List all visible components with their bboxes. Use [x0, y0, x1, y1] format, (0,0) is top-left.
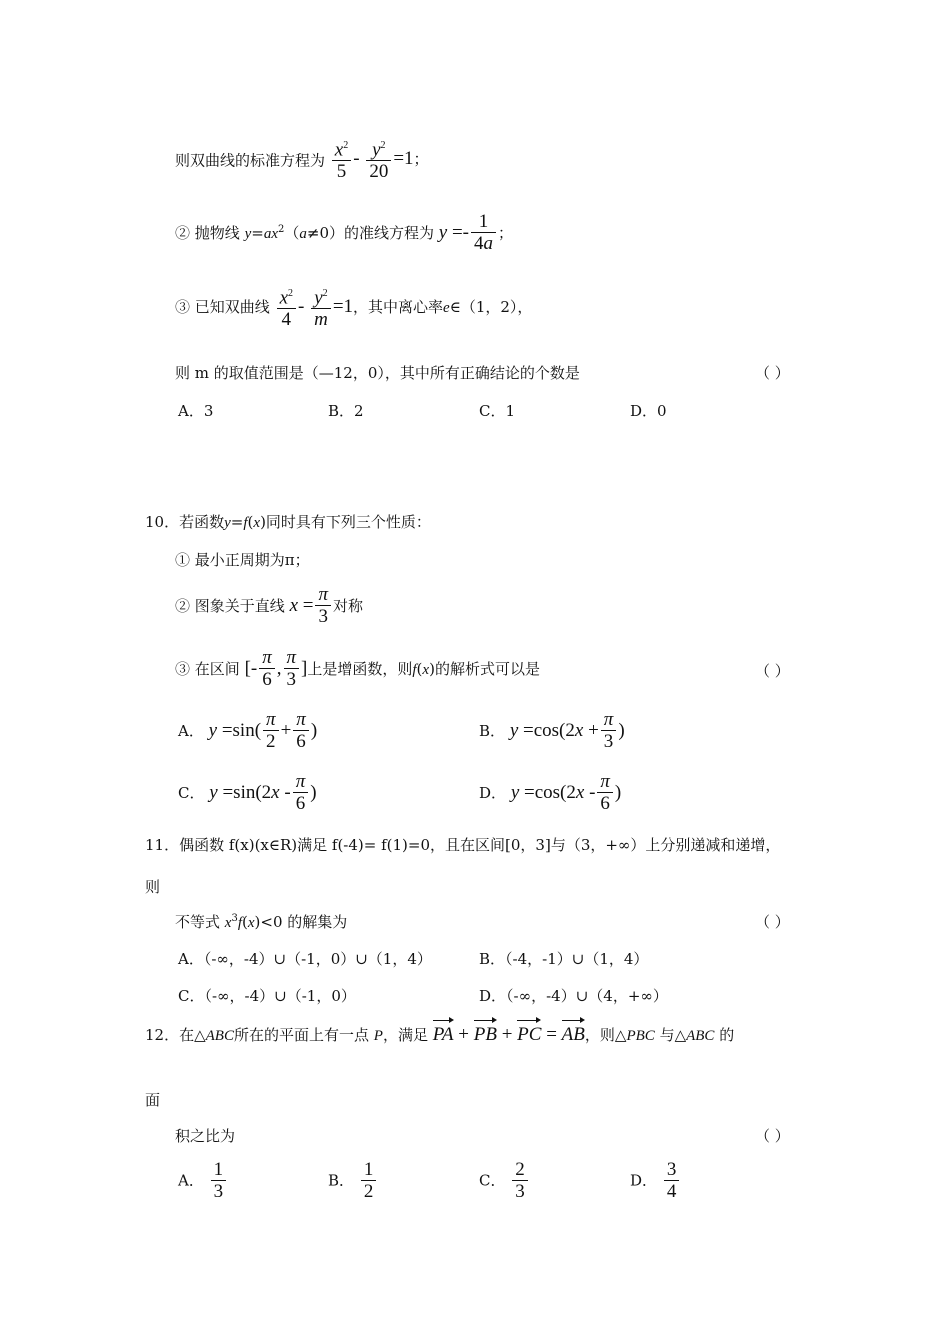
- option-11-b: B．（-4，-1）∪（1，4）: [479, 950, 649, 968]
- item-parabola: ② 抛物线 $y=ax^2(a\ne 0)$的准线方程为 y =- $\frac{1}{4a}$ ；: [175, 211, 514, 254]
- option-9-c: C．1: [479, 402, 516, 420]
- option-11-a: A．（-∞，-4）∪（-1，0）∪（1，4）: [178, 950, 432, 968]
- item-hyperbola-m: ③ 已知双曲线 $\frac{x^2}{4}$ - $\frac{y^2}{m}$ =1，其中离心率e∈（1，2），: [175, 287, 533, 331]
- q11-inequality-line: 不等式 $x^3f(x)<0$ 的解集为: [175, 913, 348, 931]
- option-12-d: D． $\frac{3}{4}$: [630, 1160, 681, 1203]
- q10-property-1: ① 最小正周期为π；: [175, 551, 310, 569]
- line-hyperbola-equation: 则双曲线的标准方程为 $\frac{x^2}{5}$ - $\frac{y^2}{20}$ =1；: [175, 139, 429, 183]
- answer-paren-10: （ ）: [755, 662, 790, 680]
- option-9-a: A．3: [178, 402, 214, 420]
- option-11-d: D．（-∞，-4）∪（4，+∞）: [479, 987, 668, 1005]
- option-10-d: D． y =cos(2x - $\frac{\pi}{6}$ ): [479, 771, 622, 814]
- q12-stem: 12．在△ABC所在的平面上有一点 P，满足 PA + PB + PC = AB，则△PBC 与△ABC 的: [145, 1024, 735, 1045]
- q12-area-ratio-line: 积之比为: [175, 1127, 236, 1145]
- q10-property-2: ② 图象关于直线 x = $\frac{\pi}{3}$ 对称: [175, 584, 364, 627]
- option-10-b: B． y =cos(2x + $\frac{\pi}{3}$ ): [479, 709, 625, 752]
- directrix-equation: y =- $\frac{1}{4a}$: [439, 222, 498, 243]
- option-12-a: A． $\frac{1}{3}$: [178, 1160, 228, 1203]
- line-m-range: 则 m 的取值范围是（—12，0），其中所有正确结论的个数是: [175, 364, 580, 382]
- option-12-b: B． $\frac{1}{2}$: [328, 1160, 378, 1203]
- q12-stem-wrap: 面: [145, 1091, 161, 1109]
- hyperbola-equation: $\frac{x^2}{5}$ - $\frac{y^2}{20}$ =1: [330, 148, 414, 169]
- option-9-b: B．2: [328, 402, 364, 420]
- vector-equation: PA + PB + PC = AB: [432, 1024, 585, 1045]
- option-11-c: C．（-∞，-4）∪（-1，0）: [178, 987, 356, 1005]
- hyperbola-m-equation: $\frac{x^2}{4}$ - $\frac{y^2}{m}$ =1: [275, 296, 353, 317]
- q11-stem: 11．偶函数 f(x)(x∈R)满足 f(-4)= f(1)=0，且在区间[0，3]与（3，+∞）上分别递减和递增，: [145, 836, 781, 854]
- answer-paren-11: （ ）: [755, 913, 790, 931]
- option-10-a: A． y =sin( $\frac{\pi}{2}$ + $\frac{\pi}{6}$ ): [178, 709, 318, 752]
- option-12-c: C． $\frac{2}{3}$: [479, 1160, 530, 1203]
- answer-paren-9: （ ）: [755, 364, 790, 382]
- q10-stem: 10．若函数y=f(x)同时具有下列三个性质：: [145, 513, 431, 531]
- option-9-d: D．0: [630, 402, 667, 420]
- q11-stem-wrap: 则: [145, 878, 161, 896]
- q10-property-3: ③ 在区间 [- $\frac{\pi}{6}$ , $\frac{\pi}{3}$ ]上是增函数，则f(x)的解析式可以是: [175, 647, 540, 690]
- answer-paren-12: （ ）: [755, 1127, 790, 1145]
- option-10-c: C． y =sin(2x - $\frac{\pi}{6}$ ): [178, 771, 317, 814]
